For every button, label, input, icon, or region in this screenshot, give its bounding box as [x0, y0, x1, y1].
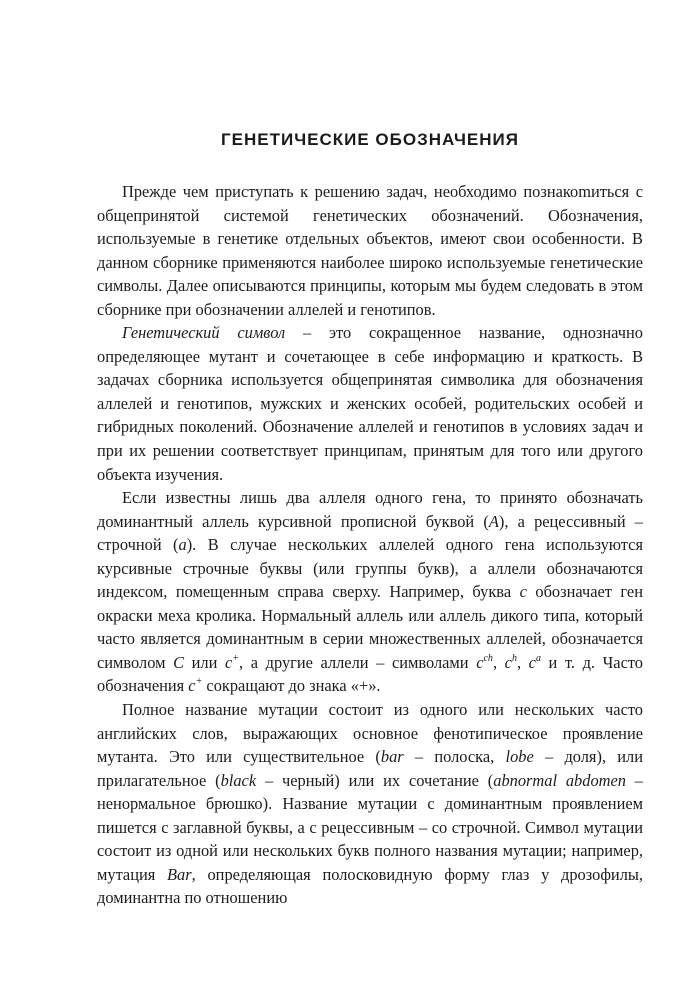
- symbol: C: [173, 652, 185, 672]
- paragraph-2: [97, 321, 643, 486]
- symbol-superscript: a: [535, 652, 541, 664]
- text-run: и т. д. Часто обозначения: [97, 652, 643, 696]
- text-run: или: [184, 652, 225, 672]
- term-genetic-symbol: Генетический символ: [122, 323, 286, 343]
- symbol-superscript: +: [232, 652, 240, 664]
- english-term: black: [220, 770, 257, 790]
- text-run: – доля), или прилагательное (: [97, 747, 643, 790]
- paragraph-2-text: – это сокращенное название, однозначно определяющее мутант и сочетающее в себе информацию и краткость. В задачах сборника используется общепринятая символика для обозначения аллелей и генотипов, мужских и женских особей, родительских особей и гибридных поколений. Обозначение аллелей и генотипов в условиях задач и при их решении соответствует принципам, принятым для того или другого объекта изучения.: [97, 323, 643, 484]
- english-term: abnormal abdomen: [493, 770, 626, 790]
- symbol-superscript: h: [511, 652, 517, 664]
- symbol: c: [528, 652, 536, 672]
- paragraph-4: [97, 698, 643, 910]
- symbol: a: [178, 535, 187, 555]
- text-run: ,: [492, 652, 505, 672]
- text-run: – черный) или их сочетание (: [256, 770, 494, 790]
- english-term: lobe: [505, 747, 534, 767]
- text-run: ,: [516, 652, 529, 672]
- page-title: ГЕНЕТИЧЕСКИЕ ОБОЗНАЧЕНИЯ: [221, 130, 519, 149]
- text-run: сокращают до знака «+».: [202, 676, 381, 696]
- text-run: , а другие аллели – символами: [239, 652, 477, 672]
- symbol-superscript: +: [195, 676, 203, 688]
- english-term: Bar: [167, 864, 192, 884]
- symbol-superscript: ch: [483, 652, 493, 664]
- text-run: ). В случае нескольких аллелей одного гена используются курсивные строчные буквы (или группы букв), а аллели обозначаются индексом, помещенным справа сверху. Например, буква: [97, 535, 643, 602]
- text-run: обозначает ген окраски меха кролика. Нормальный аллель или аллель дикого типа, который часто является доминантным в серии множественных аллелей, обозначается символом: [97, 582, 643, 672]
- text-run: – полоска,: [403, 747, 506, 767]
- text-run: – ненормальное брюшко). Название мутации с доминантным проявлением пишется с заглавной буквы, а с рецессивным – со строчной. Символ мутации состоит из одной или нескольких букв полного названия мутации; например, мутация: [97, 770, 643, 884]
- symbol: c: [504, 652, 512, 672]
- symbol: c: [188, 676, 196, 696]
- paragraph-1: Прежде чем приступать к решению задач, необходимо познакоmиться с общепринятой системой генетических обозначений. Обозначения, используемые в генетике отдельных объектов, имеют свои особенности. В данном сборнике применяются наиболее широко используемые генетические символы. Далее описываются принципы, которым мы будем следовать в этом сборнике при обозначении аллелей и генотипов.: [97, 182, 643, 319]
- symbol: c: [476, 652, 484, 672]
- text-run: Полное название мутации состоит из одного или нескольких часто английских слов, выражающих основное фенотипическое проявление мутанта. Это или существительное (: [97, 700, 643, 767]
- book-page: [97, 0, 643, 1000]
- symbol: c: [519, 582, 527, 602]
- symbol: c: [224, 652, 233, 672]
- english-term: bar: [380, 747, 404, 767]
- paragraph-3: [97, 486, 643, 698]
- symbol: A: [488, 511, 499, 531]
- text-run: , определяющая полосковидную форму глаз у дрозофилы, доминантна по отношению: [97, 864, 643, 908]
- text-run: Если известны лишь два аллеля одного гена, то принято обозначать доминантный аллель курсивной прописной буквой (: [97, 488, 643, 531]
- text-run: ), а рецессивный – строчной (: [97, 511, 643, 555]
- body-text: [97, 180, 643, 910]
